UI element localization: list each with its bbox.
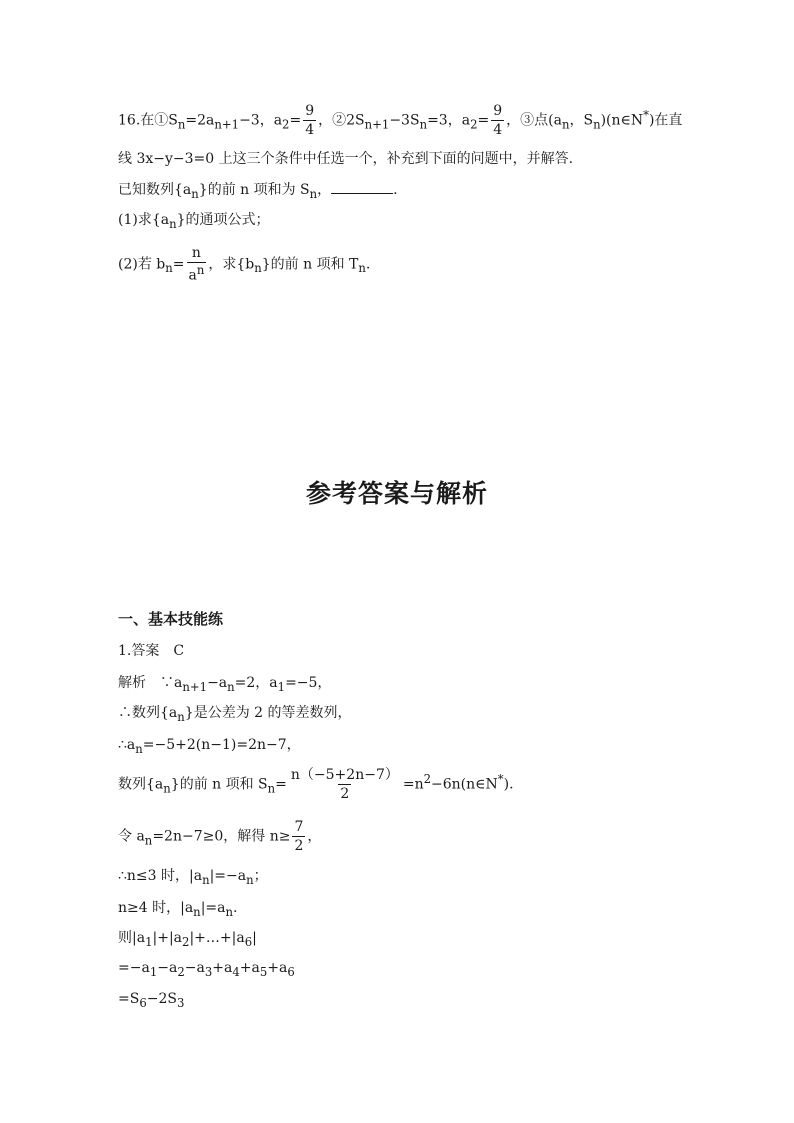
solution-line-8: 则$|a_1|+|a_2|+\dots+|a_6|$ xyxy=(118,930,257,949)
answer-blank xyxy=(331,181,393,194)
solution-line-10: $=S_6-2S_3$ xyxy=(118,991,185,1010)
question-16-line-3: 已知数列$\{a_n\}$的前 n 项和为 $S_n$， . xyxy=(118,182,398,201)
question-16-part-2: (2)若 $b_n=$ $\frac{n}{a^n}$ ，求$\{b_n\}$的前 n 项和 $T_n$. xyxy=(118,245,371,284)
solution-line-6: ∴n≤3 时，$|a_n|=-a_n$； xyxy=(118,868,268,887)
solution-line-3: $\therefore a_n=-5+2(n-1)=2n-7$， xyxy=(118,737,301,756)
solution-line-9: $=-a_1-a_2-a_3+a_4+a_5+a_6$ xyxy=(118,960,295,979)
question-16-line-2: 线 3x−y−3=0 上这三个条件中任选一个，补充到下面的问题中，并解答. xyxy=(118,151,574,167)
fraction-n-over-a-n: $\frac{n}{a^n}$ xyxy=(188,245,205,284)
fraction-sum-formula: $\frac{n(-5+2n-7)}{2}$ xyxy=(290,767,399,802)
solution-line-4: 数列$\{a_n\}$的前 n 项和 $S_n=$ $\frac{n(-5+2n-7)}{2}$ $=n^2-6n(n\in N^*)$. xyxy=(118,767,514,802)
fraction-9-over-4: $\frac{9}{4}$ xyxy=(305,103,315,138)
question-16-part-1: (1)求$\{a_n\}$的通项公式； xyxy=(118,212,270,231)
fraction-9-over-4-second: $\frac{9}{4}$ xyxy=(493,103,503,138)
answer-1-label: 1.答案 C xyxy=(118,643,185,659)
solution-line-5: 令 $a_n=2n-7\ge 0$，解得 n≥ $\frac{7}{2}$ ， xyxy=(118,819,322,854)
solution-line-7: n≥4 时，$|a_n|=a_n$. xyxy=(118,900,238,919)
solution-line-1: 解析 $\because a_{n+1}-a_n=2$，$a_1=-5$， xyxy=(118,675,332,694)
answers-heading: 参考答案与解析 xyxy=(305,479,488,508)
fraction-7-over-2: $\frac{7}{2}$ xyxy=(294,819,304,854)
question-16-line-1: 16.在$①S_n=2a_{n+1}-3$，$a_2=$ $\frac{9}{4}$ ，$②2S_{n+1}-3S_n=3$，$a_2=$ $\frac{9}{4}$ ，③点($a_n$，$S_n)(n\in N^*)$在直 xyxy=(118,103,683,138)
solution-line-2: ∴数列$\{a_n\}$是公差为 2 的等差数列， xyxy=(118,705,352,724)
section-title: 一、基本技能练 xyxy=(118,610,224,628)
